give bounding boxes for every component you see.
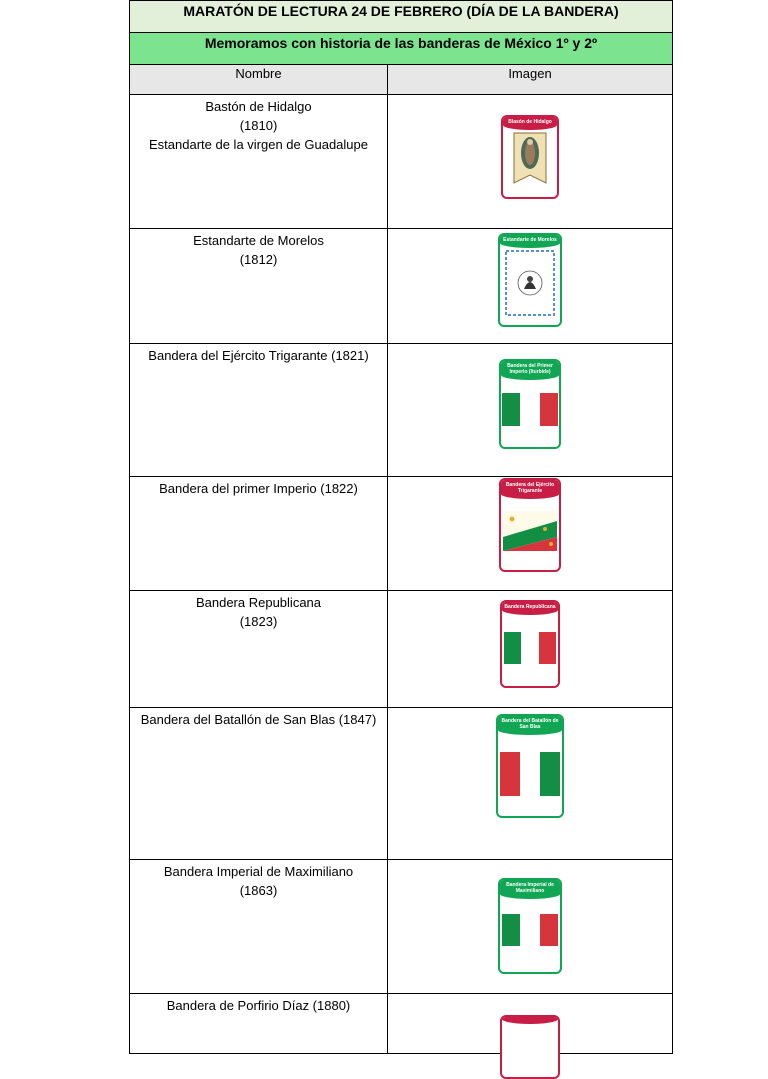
name-line: Bandera Imperial de Maximiliano xyxy=(163,864,354,879)
name-line: Bandera de Porfirio Díaz (1880) xyxy=(166,998,351,1013)
flag-card xyxy=(498,878,562,974)
flag-card xyxy=(501,115,559,199)
image-cell xyxy=(388,591,673,708)
card-label: Bandera del Primer Imperio (Iturbide) xyxy=(501,361,559,380)
image-cell xyxy=(388,229,673,344)
table-row xyxy=(130,344,673,477)
header-row xyxy=(130,65,673,95)
name-cell xyxy=(130,477,388,591)
card-label: Bandera del Batallón de San Blas xyxy=(498,716,562,735)
name-line: Bandera del Ejército Trigarante (1821) xyxy=(148,348,369,363)
banner-virgin-icon xyxy=(510,131,550,191)
image-cell xyxy=(388,95,673,229)
image-cell xyxy=(388,344,673,477)
card-label: Bandera Republicana xyxy=(502,602,558,615)
card-label: Blasón de Hidalgo xyxy=(503,117,557,130)
name-line: Bandera del primer Imperio (1822) xyxy=(159,481,358,496)
name-line: Estandarte de la virgen de Guadalupe xyxy=(149,137,368,152)
name-cell xyxy=(130,591,388,708)
table-row xyxy=(130,229,673,344)
name-cell xyxy=(130,95,388,229)
image-cell xyxy=(388,860,673,994)
flag-card xyxy=(499,478,561,572)
name-cell xyxy=(130,229,388,344)
flag-card xyxy=(499,359,561,449)
name-cell xyxy=(130,344,388,477)
name-cell xyxy=(130,860,388,994)
flag-card xyxy=(500,1015,560,1079)
table-row xyxy=(130,591,673,708)
flag-icon xyxy=(504,632,556,664)
name-line: Bastón de Hidalgo xyxy=(205,99,312,114)
name-line: (1812) xyxy=(239,252,278,267)
title-row xyxy=(130,1,673,33)
table-row xyxy=(130,477,673,591)
page-title: MARATÓN DE LECTURA 24 DE FEBRERO (DÍA DE LA BANDERA) xyxy=(130,1,673,33)
flag-card xyxy=(500,600,560,688)
flag-icon xyxy=(502,393,558,426)
trigarante-flag-icon xyxy=(503,511,557,551)
subtitle-row xyxy=(130,33,673,65)
name-line: Estandarte de Morelos xyxy=(193,233,324,248)
card-label: Bandera Imperial de Maximiliano xyxy=(500,880,560,899)
image-cell xyxy=(388,708,673,860)
name-line: Bandera Republicana xyxy=(195,595,322,610)
table-row xyxy=(130,708,673,860)
image-cell xyxy=(388,477,673,591)
card-label: Bandera del Ejército Trigarante xyxy=(501,480,559,499)
vertical-flag-icon xyxy=(500,752,560,796)
flags-table xyxy=(129,0,673,1054)
card-label: Estandarte de Morelos xyxy=(500,235,560,248)
column-header-imagen: Imagen xyxy=(388,65,673,95)
morelos-banner-icon xyxy=(504,249,556,319)
name-line: (1810) xyxy=(239,118,278,133)
name-cell xyxy=(130,708,388,860)
flag-icon xyxy=(502,914,558,946)
card-label xyxy=(502,1017,558,1024)
column-header-nombre: Nombre xyxy=(130,65,388,95)
table-row xyxy=(130,860,673,994)
name-line: Bandera del Batallón de San Blas (1847) xyxy=(140,712,377,727)
table-row xyxy=(130,95,673,229)
flag-card xyxy=(498,233,562,327)
flag-card xyxy=(496,714,564,818)
page-subtitle: Memoramos con historia de las banderas de México 1º y 2º xyxy=(130,33,673,65)
name-line: (1863) xyxy=(239,883,278,898)
name-line: (1823) xyxy=(239,614,278,629)
